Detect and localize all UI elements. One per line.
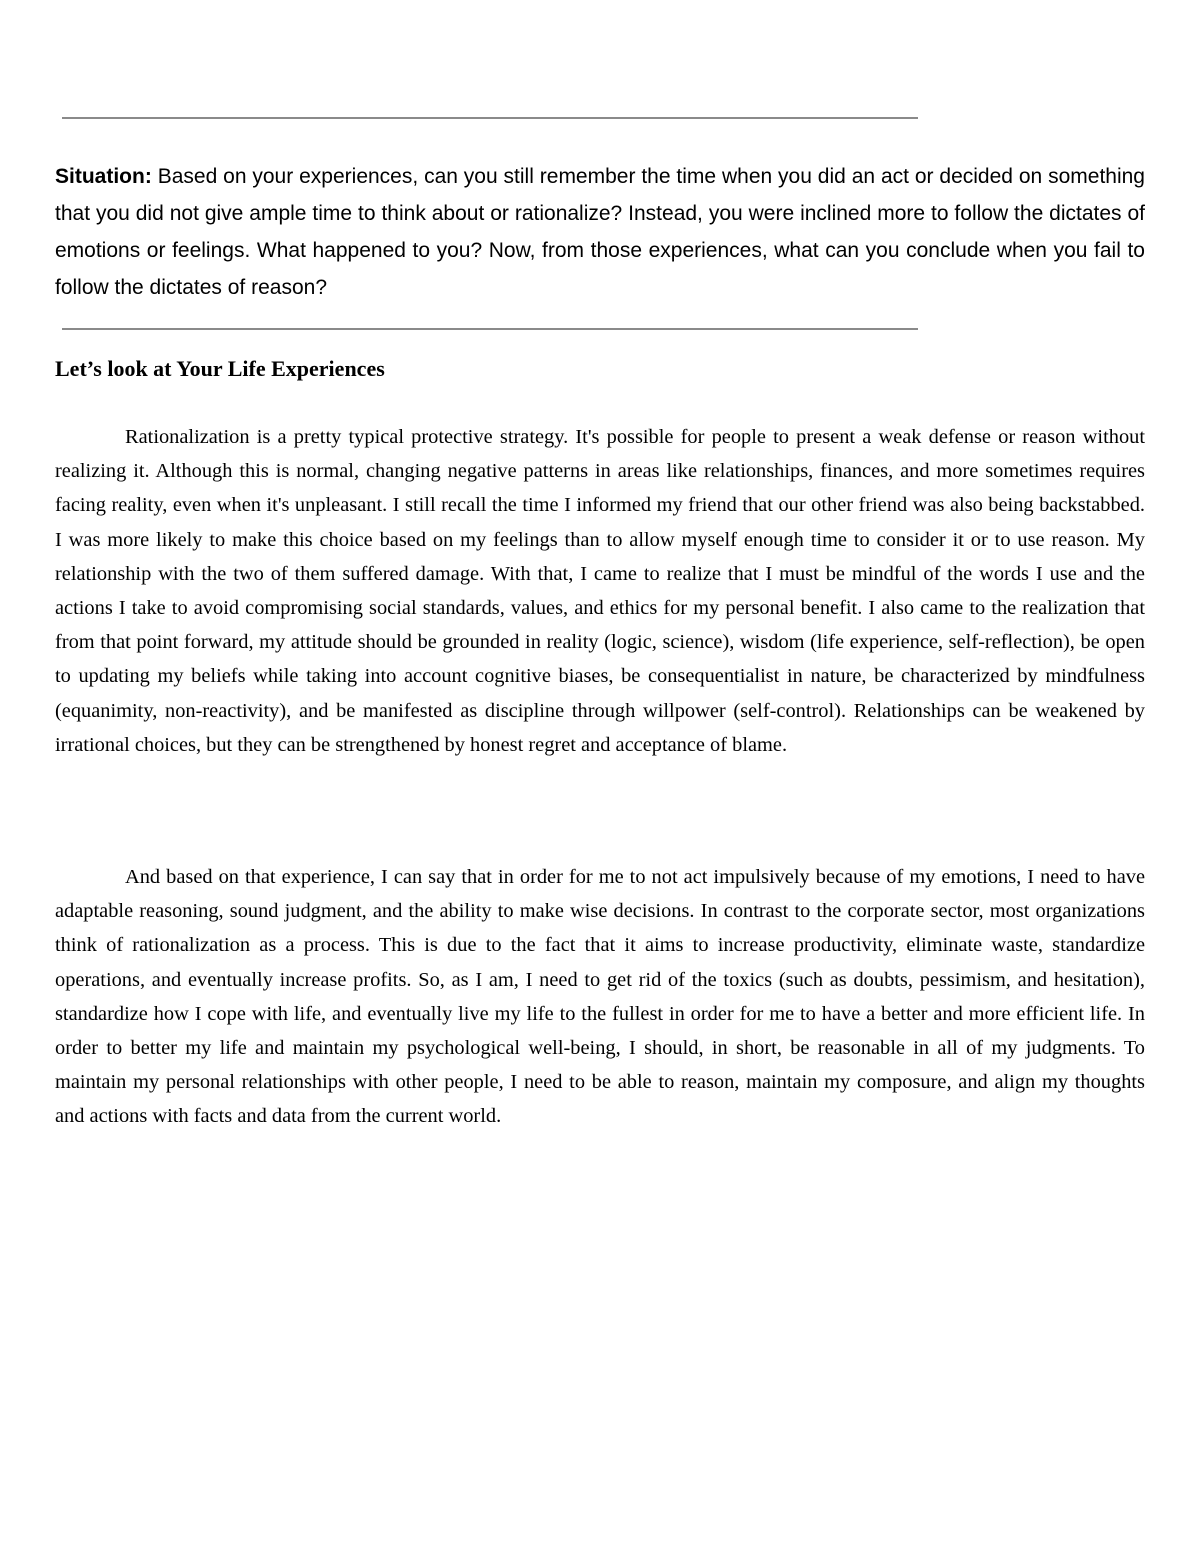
body-paragraph-2: And based on that experience, I can say that in order for me to not act impulsively because of my emotions, I need to have adaptable reasoning, sound judgment, and the ability to make wise decisions. In contrast to the corporate sector, most organizations think of rationalization as a process. This is due to the fact that it aims to increase productivity, eliminate waste, standardize operations, and eventually increase profits. So, as I am, I need to get rid of the toxics (such as doubts, pessimism, and hesitation), standardize how I cope with life, and eventually live my life to the fullest in order for me to have a better and more efficient life. In order to better my life and maintain my psychological well-being, I should, in short, be reasonable in all of my judgments. To maintain my personal relationships with other people, I need to be able to reason, maintain my composure, and align my thoughts and actions with facts and data from the current world. bbox=[55, 866, 1145, 1128]
body-paragraph-1: Rationalization is a pretty typical protective strategy. It's possible for people to present a weak defense or reason without realizing it. Although this is normal, changing negative patterns in areas like relationships, finances, and more sometimes requires facing reality, even when it's unpleasant. I still recall the time I informed my friend that our other friend was also being backstabbed. I was more likely to make this choice based on my feelings than to allow myself enough time to consider it or to use reason. My relationship with the two of them suffered damage. With that, I came to realize that I must be mindful of the words I use and the actions I take to avoid compromising social standards, values, and ethics for my personal benefit. I also came to the realization that from that point forward, my attitude should be grounded in reality (logic, science), wisdom (life experience, self-reflection), be open to updating my beliefs while taking into account cognitive biases, be consequentialist in nature, be characterized by mindfulness (equanimity, non-reactivity), and be manifested as discipline through willpower (self-control). Relationships can be weakened by irrational choices, but they can be strengthened by honest regret and acceptance of blame. bbox=[55, 426, 1145, 756]
situation-label: Situation: bbox=[55, 165, 152, 188]
situation-prompt bbox=[55, 158, 1145, 306]
situation-text: Based on your experiences, can you still remember the time when you did an act or decided on something that you did not give ample time to think about or rationalize? Instead, you were inclined more to follow the dictates of emotions or feelings. What happened to you? Now, from those experiences, what can you conclude when you fail to follow the dictates of reason? bbox=[55, 165, 1145, 299]
section-heading: Let’s look at Your Life Experiences bbox=[55, 356, 385, 381]
top-divider bbox=[62, 117, 918, 119]
bottom-divider bbox=[62, 328, 918, 330]
